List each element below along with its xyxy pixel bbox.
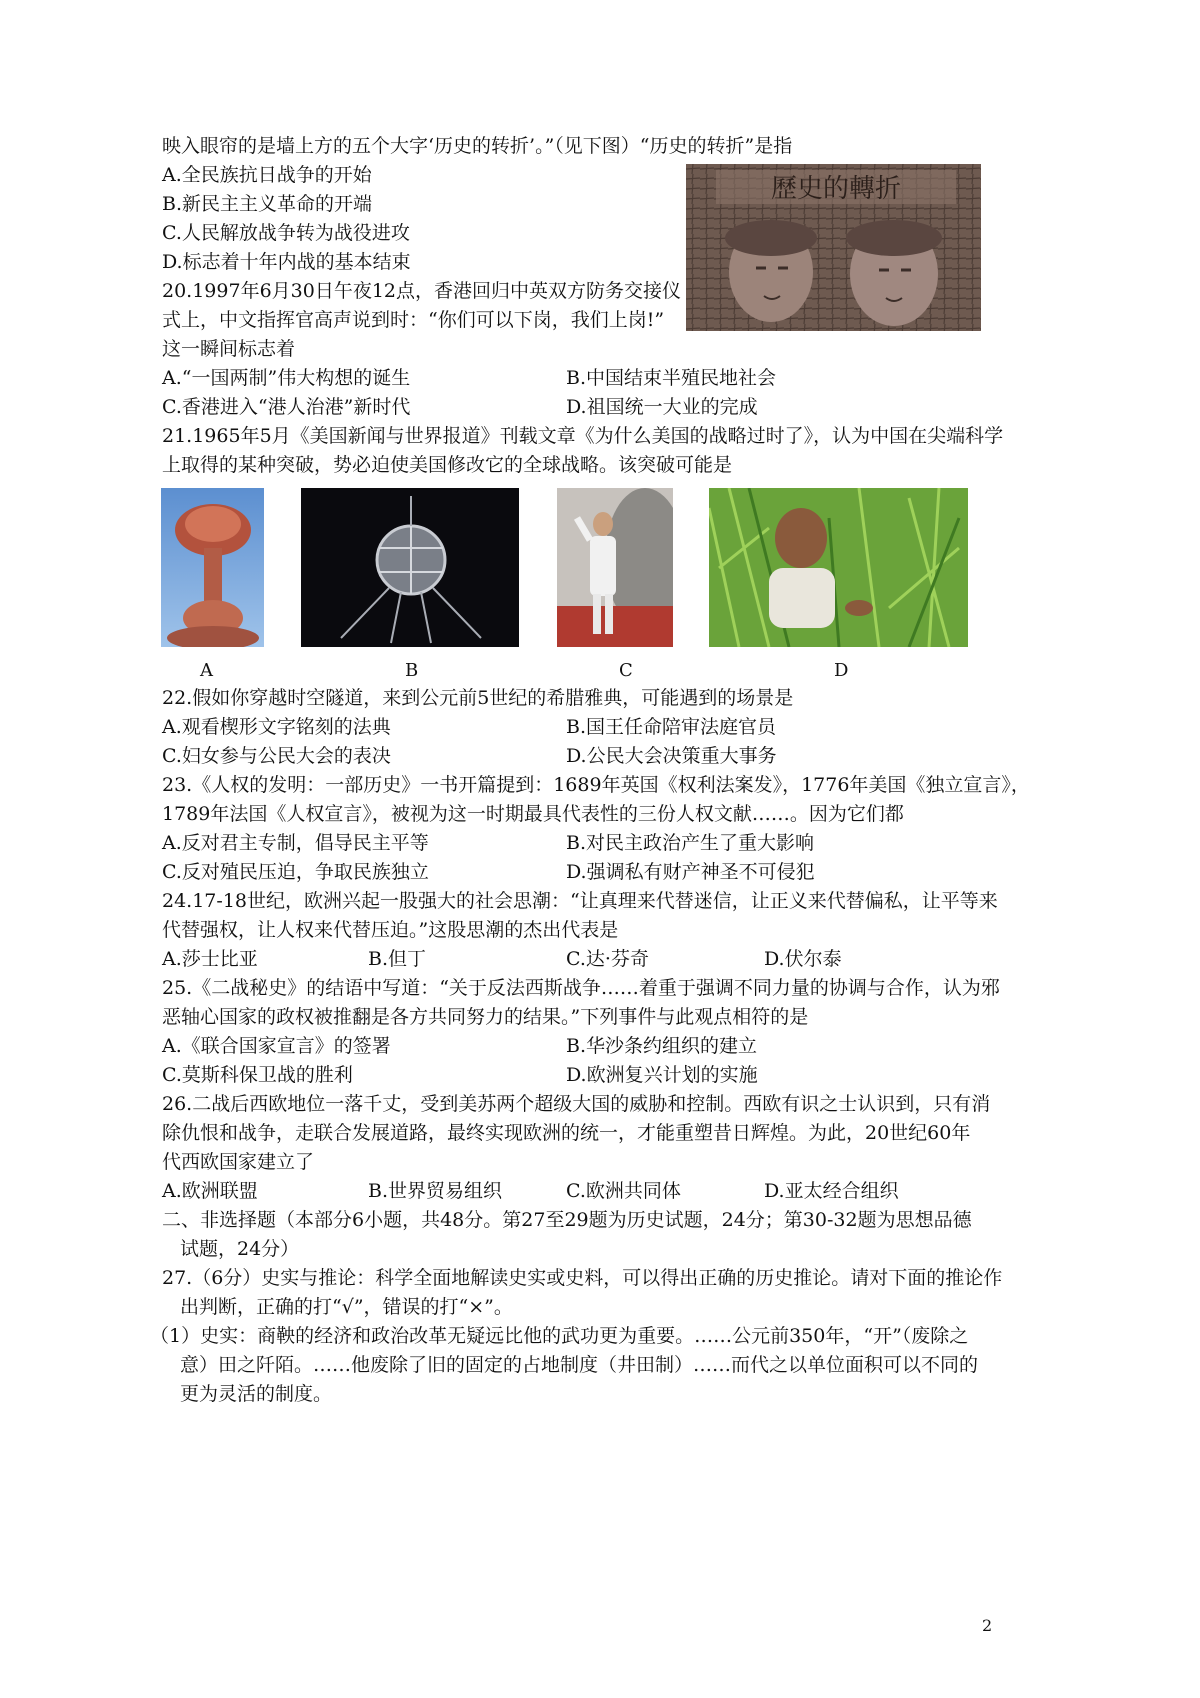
q27-stem-line1: 27.（6分）史实与推论：科学全面地解读史实或史料，可以得出正确的历史推论。请对下面的推论作 (162, 1267, 1003, 1289)
q20-stem-line2: 式上，中文指挥官高声说到时：“你们可以下岗，我们上岗!” (162, 309, 665, 331)
q26-stem-line3: 代西欧国家建立了 (162, 1151, 315, 1173)
q20-option-a: A.“一国两制”伟大构想的诞生 (162, 367, 411, 389)
q23-option-a: A.反对君主专制，倡导民主平等 (162, 832, 429, 854)
q21-caption-a: A (200, 660, 213, 681)
q26-option-a: A.欧洲联盟 (162, 1180, 258, 1202)
q22-stem: 22.假如你穿越时空隧道，来到公元前5世纪的希腊雅典，可能遇到的场景是 (162, 687, 794, 709)
relief-sculpture-image (686, 164, 981, 331)
q21-stem-line1: 21.1965年5月《美国新闻与世界报道》刊载文章《为什么美国的战略过时了》，认为中国在尖端科学 (162, 425, 1004, 447)
q27-item1-line3: 更为灵活的制度。 (180, 1383, 333, 1405)
q22-option-b: B.国王任命陪审法庭官员 (566, 716, 777, 738)
q26-stem-line2: 除仇恨和战争，走联合发展道路，最终实现欧洲的统一，才能重塑昔日辉煌。为此，20世纪60年 (162, 1122, 971, 1144)
page-number: 2 (982, 1616, 993, 1635)
q19-stem-tail: 映入眼帘的是墙上方的五个大字‘历史的转折’。”（见下图）“历史的转折”是指 (162, 135, 793, 157)
q21-stem-line2: 上取得的某种突破，势必迫使美国修改它的全球战略。该突破可能是 (162, 454, 733, 476)
q27-stem-line2: 出判断，正确的打“√”，错误的打“×”。 (180, 1296, 513, 1318)
q23-option-d: D.强调私有财产神圣不可侵犯 (566, 861, 815, 883)
q24-option-a: A.莎士比亚 (162, 948, 258, 970)
mushroom-cloud-image (161, 488, 264, 647)
astronaut-image (557, 488, 673, 647)
q20-stem-line1: 20.1997年6月30日午夜12点，香港回归中英双方防务交接仪 (162, 280, 682, 302)
relief-inscription: 歷史的轉折 (770, 174, 902, 204)
q21-caption-d: D (834, 660, 849, 681)
q25-stem-line2: 恶轴心国家的政权被推翻是各方共同努力的结果。”下列事件与此观点相符的是 (162, 1006, 809, 1028)
q24-stem-line1: 24.17-18世纪，欧洲兴起一股强大的社会思潮：“让真理来代替迷信，让正义来代替偏私，让平等来 (162, 890, 998, 912)
section2-heading-line2: 试题，24分） (180, 1238, 300, 1260)
q23-stem-line1: 23.《人权的发明：一部历史》一书开篇提到：1689年英国《权利法案发》，1776年美国《独立宣言》， (162, 774, 1030, 796)
q25-stem-line1: 25.《二战秘史》的结语中写道：“关于反法西斯战争……着重于强调不同力量的协调与合作，认为邪 (162, 977, 1000, 999)
q25-option-c: C.莫斯科保卫战的胜利 (162, 1064, 353, 1086)
q23-stem-line2: 1789年法国《人权宣言》，被视为这一时期最具代表性的三份人权文献……。因为它们都 (162, 803, 904, 825)
q22-option-d: D.公民大会决策重大事务 (566, 745, 777, 767)
q19-option-a: A.全民族抗日战争的开始 (162, 164, 372, 186)
q20-stem-line3: 这一瞬间标志着 (162, 338, 296, 360)
q19-option-d: D.标志着十年内战的基本结束 (162, 251, 411, 273)
q27-item1-line1: （1）史实：商鞅的经济和政治改革无疑远比他的武功更为重要。……公元前350年，“开”（废除之 (150, 1325, 969, 1347)
q20-option-b: B.中国结束半殖民地社会 (566, 367, 777, 389)
q20-option-d: D.祖国统一大业的完成 (566, 396, 758, 418)
q20-option-c: C.香港进入“港人治港”新时代 (162, 396, 411, 418)
q26-stem-line1: 26.二战后西欧地位一落千丈，受到美苏两个超级大国的威胁和控制。西欧有识之士认识到，只有消 (162, 1093, 991, 1115)
q19-option-b: B.新民主主义革命的开端 (162, 193, 373, 215)
q22-option-c: C.妇女参与公民大会的表决 (162, 745, 391, 767)
q27-item1-line2: 意）田之阡陌。……他废除了旧的固定的占地制度（井田制）……而代之以单位面积可以不同的 (180, 1354, 979, 1376)
q26-option-d: D.亚太经合组织 (764, 1180, 899, 1202)
q24-stem-line2: 代替强权，让人权来代替压迫。”这股思潮的杰出代表是 (162, 919, 619, 941)
q23-option-b: B.对民主政治产生了重大影响 (566, 832, 815, 854)
q22-option-a: A.观看楔形文字铭刻的法典 (162, 716, 391, 738)
q23-option-c: C.反对殖民压迫，争取民族独立 (162, 861, 429, 883)
q25-option-d: D.欧洲复兴计划的实施 (566, 1064, 758, 1086)
rice-field-farmer-image (709, 488, 968, 647)
q24-option-c: C.达·芬奇 (566, 948, 649, 970)
q25-option-b: B.华沙条约组织的建立 (566, 1035, 758, 1057)
q26-option-b: B.世界贸易组织 (368, 1180, 503, 1202)
q21-caption-b: B (405, 660, 419, 681)
q26-option-c: C.欧洲共同体 (566, 1180, 681, 1202)
q24-option-b: B.但丁 (368, 948, 427, 970)
q24-option-d: D.伏尔泰 (764, 948, 842, 970)
q19-option-c: C.人民解放战争转为战役进攻 (162, 222, 410, 244)
satellite-image (301, 488, 519, 647)
section2-heading-line1: 二、非选择题（本部分6小题，共48分。第27至29题为历史试题，24分；第30-32题为思想品德 (162, 1209, 972, 1231)
q25-option-a: A.《联合国家宣言》的签署 (162, 1035, 391, 1057)
q21-caption-c: C (619, 660, 633, 681)
